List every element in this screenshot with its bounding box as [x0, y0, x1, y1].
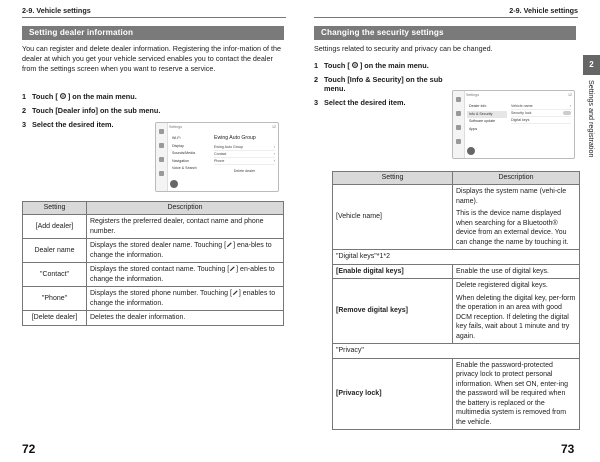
step-3: 3 Select the desired item. — [314, 98, 406, 107]
step-2: 2 Touch [Dealer info] on the sub menu. — [22, 106, 161, 115]
table-row: [Privacy lock] Enable the password-protected privacy lock to protect personal information. When set ON, enter-ing the password will be required when the battery is replaced or the multimedia system is removed from the vehicle. — [333, 358, 580, 430]
table-row: "Phone" Displays the stored phone number. Touching [ ] enables to change the information. — [23, 287, 284, 311]
security-settings-table: Setting Description [Vehicle name] Displays the system name (vehi-cle name). This is the device name displayed when searching for a Bluetooth® device from an external device. You can change the name by touching it. "Digital keys"*1*2 [Enable digital keys] Enable the use of digital keys. [Remove digital keys] Delete registered digital keys. When deleting the digital key, per-form the operation in an area with good DCM reception. If deleting the digital key fails, wait about 1 minute and try again. "Privacy" [Privacy lock] Enable the password-protected privacy lock to protect personal information. When set ON, enter-ing the password will be required when the battery is replaced or the multimedia system is removed from the vehicle. — [332, 171, 580, 430]
table-row: "Contact" Displays the stored contact name. Touching [ ] en-ables to change the information. — [23, 263, 284, 287]
table-row: [Vehicle name] Displays the system name (vehi-cle name). This is the device name displayed when searching for a Bluetooth® device from an external device. You can change the name by touching it. — [333, 185, 580, 250]
table-row: Dealer name Displays the stored dealer name. Touching [ ] ena-bles to change the information. — [23, 239, 284, 263]
step-1: 1 Touch [ ] on the main menu. — [22, 92, 137, 101]
pencil-icon — [232, 289, 239, 296]
step-3: 3 Select the desired item. — [22, 120, 114, 129]
table-group-row: "Privacy" — [333, 344, 580, 359]
security-settings-screen: Settings 12 Dealer info Info & Security Software update Apps Vehicle name › Security lock Digital keys — [452, 90, 575, 159]
intro-text: Settings related to security and privacy can be changed. — [314, 44, 493, 53]
screen-search-button — [170, 180, 178, 188]
table-row: [Enable digital keys] Enable the use of digital keys. — [333, 264, 580, 279]
header-rule — [22, 17, 286, 18]
dealer-settings-table: Setting Description [Add dealer] Registers the preferred dealer, contact name and phone number. Dealer name Displays the stored dealer name. Touching [ ] ena-bles to change the information. "Contact" Displays the stored contact name. Touching [ ] en-ables to change the information. "Phone" Displays the stored phone number. Touching [ ] enables to change the information. [Delete dealer] Deletes the dealer information. — [22, 201, 284, 326]
table-row: [Delete dealer] Deletes the dealer information. — [23, 311, 284, 326]
header-rule — [314, 17, 578, 18]
step-2: 2 Touch [Info & Security] on the sub menu. — [314, 75, 443, 93]
screen-search-button — [467, 147, 475, 155]
table-group-row: "Digital keys"*1*2 — [333, 250, 580, 265]
gear-icon — [59, 92, 67, 100]
table-row: [Add dealer] Registers the preferred dealer, contact name and phone number. — [23, 215, 284, 239]
step-1: 1 Touch [ ] on the main menu. — [314, 61, 429, 70]
gear-icon — [351, 61, 359, 69]
screen-menu: Wi-Fi Display Sounds/Media Navigation Voice & Search — [172, 136, 197, 170]
pencil-icon — [226, 241, 233, 248]
running-head: 2-9. Vehicle settings — [509, 6, 578, 15]
chapter-tab: 2 — [583, 55, 600, 75]
screen-sidebar — [453, 91, 465, 158]
running-head: 2-9. Vehicle settings — [22, 6, 91, 15]
chapter-label: Settings and registration — [587, 80, 596, 158]
intro-text: You can register and delete dealer information. Registering the infor-mation of the dealer at which you get your vehicle serviced enables you to contact the dealer from the settings screen when you want to reserve a service. — [22, 44, 282, 73]
dealer-info-screen: Settings 12 Wi-Fi Display Sounds/Media Navigation Voice & Search Ewing Auto Group Ewing Auto Group › Contact › Phone › Delete dealer — [155, 122, 279, 192]
screen-menu: Dealer info Info & Security Software update Apps — [467, 103, 507, 133]
section-title: Setting dealer information — [22, 26, 284, 40]
steps-list — [314, 61, 464, 112]
page-number: 73 — [561, 442, 575, 456]
section-title: Changing the security settings — [314, 26, 576, 40]
page-number: 72 — [22, 442, 36, 456]
steps-list — [22, 92, 162, 134]
screen-sidebar — [156, 123, 168, 191]
table-row: [Remove digital keys] Delete registered digital keys. When deleting the digital key, per-form the operation in an area with good DCM reception. If deleting the digital key fails, wait about 1 minute and try again. — [333, 279, 580, 344]
